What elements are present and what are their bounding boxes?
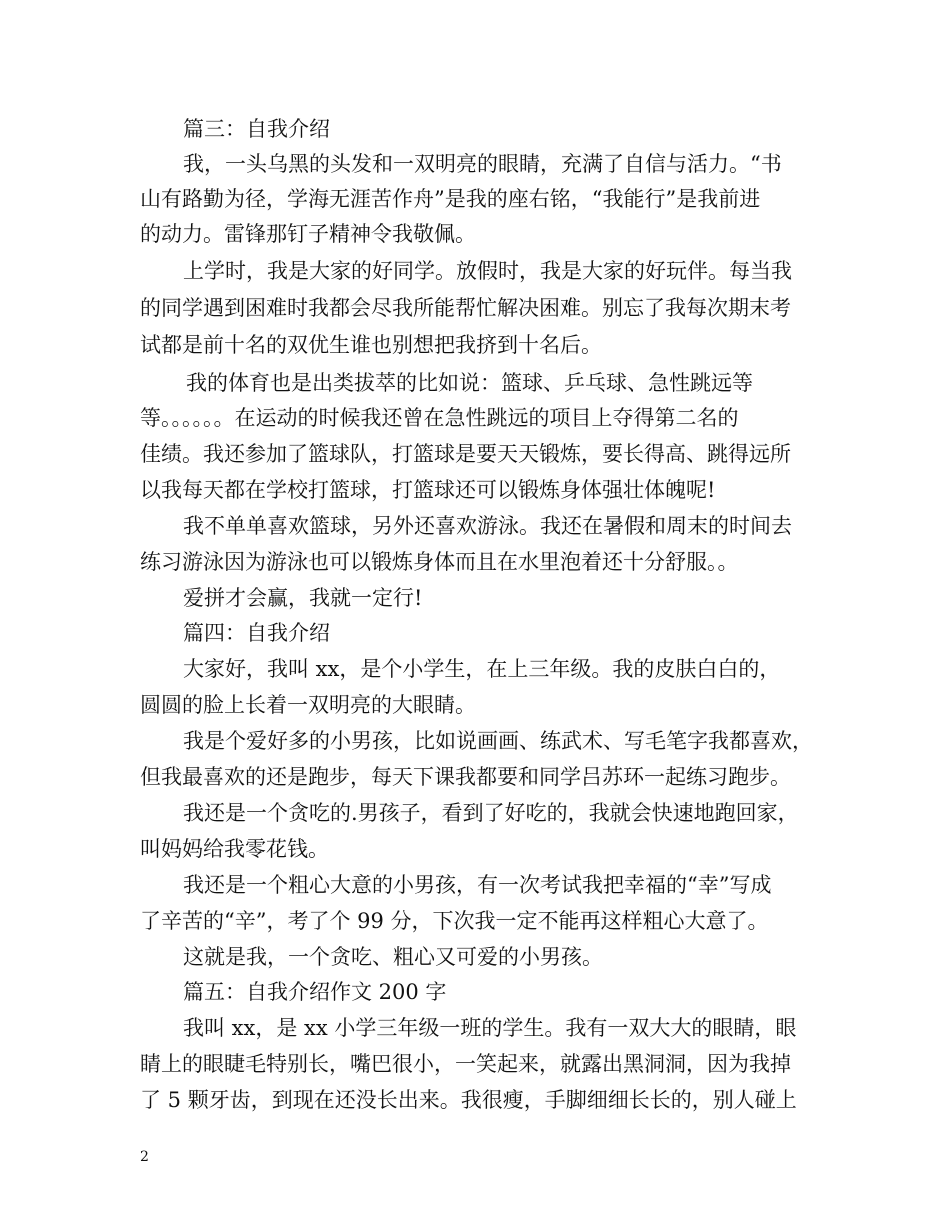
text-line: 的同学遇到困难时我都会尽我所能帮忙解决困难。别忘了我每次期末考: [140, 296, 791, 320]
text-line: 圆圆的脸上长着一双明亮的大眼睛。: [140, 693, 476, 717]
text-line: 以我每天都在学校打篮球，打篮球还可以锻炼身体强壮体魄呢!: [140, 478, 716, 502]
text-line: 我的体育也是出类拔萃的比如说：篮球、乒乓球、急性跳远等: [186, 371, 753, 395]
text-line: 爱拼才会赢，我就一定行!: [183, 586, 423, 610]
text-line: 大家好，我叫 xx，是个小学生，在上三年级。我的皮肤白白的，: [183, 657, 781, 681]
text-line: 我还是一个贪吃的.男孩子，看到了好吃的，我就会快速地跑回家，: [183, 801, 799, 825]
text-line: 我，一头乌黑的头发和一双明亮的眼睛，充满了自信与活力。“书: [183, 152, 782, 176]
text-line: 睛上的眼睫毛特别长，嘴巴很小，一笑起来，就露出黑洞洞，因为我掉: [140, 1052, 791, 1076]
text-line: 我不单单喜欢篮球，另外还喜欢游泳。我还在暑假和周末的时间去: [183, 514, 792, 538]
text-line: 我还是一个粗心大意的小男孩，有一次考试我把幸福的“幸”写成: [183, 873, 772, 897]
text-line: 练习游泳因为游泳也可以锻炼身体而且在水里泡着还十分舒服。。: [140, 550, 739, 574]
text-line: 了辛苦的“辛”，考了个 99 分，下次我一定不能再这样粗心大意了。: [140, 909, 769, 933]
text-line: 篇四：自我介绍: [183, 621, 330, 645]
text-line: 等。。。。。。在运动的时候我还曾在急性跳远的项目上夺得第二名的: [140, 406, 739, 430]
text-line: 佳绩。我还参加了篮球队，打篮球是要天天锻炼，要长得高、跳得远所: [140, 442, 791, 466]
text-line: 我叫 xx，是 xx 小学三年级一班的学生。我有一双大大的眼睛，眼: [183, 1016, 797, 1040]
text-line: 叫妈妈给我零花钱。: [140, 837, 329, 861]
text-line: 了 5 颗牙齿，到现在还没长出来。我很瘦，手脚细细长长的，别人碰上: [140, 1088, 797, 1112]
text-line: 试都是前十名的双优生谁也别想把我挤到十名后。: [140, 333, 602, 357]
text-line: 篇五：自我介绍作文 200 字: [183, 980, 447, 1004]
page-number: 2: [140, 1149, 149, 1165]
text-line: 但我最喜欢的还是跑步，每天下课我都要和同学吕苏环一起练习跑步。: [140, 765, 791, 789]
text-line: 山有路勤为径，学海无涯苦作舟”是我的座右铭，“我能行”是我前进: [140, 187, 761, 211]
text-line: 上学时，我是大家的好同学。放假时，我是大家的好玩伴。每当我: [183, 259, 792, 283]
text-line: 篇三：自我介绍: [183, 117, 330, 141]
text-line: 的动力。雷锋那钉子精神令我敬佩。: [140, 222, 476, 246]
text-line: 这就是我，一个贪吃、粗心又可爱的小男孩。: [183, 945, 603, 969]
text-line: 我是个爱好多的小男孩，比如说画画、练武术、写毛笔字我都喜欢，: [183, 729, 813, 753]
